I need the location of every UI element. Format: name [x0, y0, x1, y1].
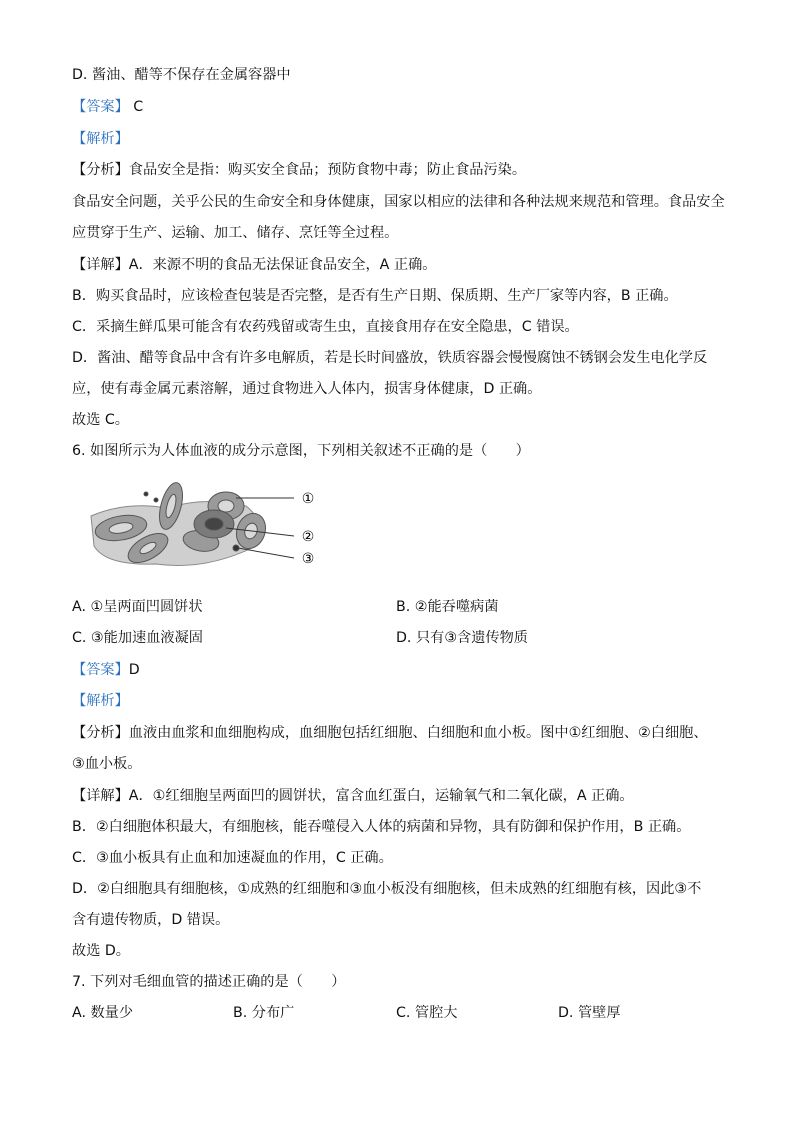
detail-a-text: A．①红细胞呈两面凹的圆饼状，富含血红蛋白，运输氧气和二氧化碳，A 正确。	[128, 788, 634, 804]
q5-option-d: D. 酱油、醋等不保存在金属容器中	[72, 67, 291, 83]
q6-conclusion: 故选 D。	[72, 943, 130, 959]
q6-detail-c: C．③血小板具有止血和加速凝血的作用，C 正确。	[72, 850, 393, 866]
q5-answer	[72, 97, 143, 117]
q5-detail-a	[72, 255, 436, 275]
q6-detail-d1: D．②白细胞具有细胞核，①成熟的红细胞和③血小板没有细胞核，但未成熟的红细胞有核，因此③不	[72, 881, 702, 897]
answer-value: C	[133, 99, 144, 115]
blood-cells-illustration	[86, 476, 326, 576]
q5-text-2: 应贯穿于生产、运输、加工、储存、烹饪等全过程。	[72, 225, 399, 241]
q6-fenxi-1	[72, 723, 708, 743]
fenxi-tag: 【分析】	[72, 162, 129, 178]
q6-detail-b: B．②白细胞体积最大，有细胞核，能吞噬侵入人体的病菌和异物，具有防御和保护作用，B 正确。	[72, 819, 691, 835]
q6-stem: 6. 如图所示为人体血液的成分示意图，下列相关叙述不正确的是（ ）	[72, 443, 530, 459]
q5-analysis-tag: 【解析】	[72, 131, 129, 147]
q6-analysis-tag: 【解析】	[72, 693, 129, 709]
xiangjie-tag: 【详解】	[72, 257, 129, 273]
q5-detail-b: B．购买食品时，应该检查包装是否完整，是否有生产日期、保质期、生产厂家等内容，B 正确。	[72, 288, 678, 304]
xiangjie-tag: 【详解】	[72, 788, 129, 804]
q6-answer	[72, 660, 140, 680]
detail-a-text: A．来源不明的食品无法保证食品安全，A 正确。	[128, 257, 437, 273]
q5-text-1: 食品安全问题，关乎公民的生命安全和身体健康，国家以相应的法律和各种法规来规范和管理。食品安全	[72, 194, 725, 210]
q6-detail-a	[72, 786, 634, 806]
label-1: ①	[301, 491, 315, 507]
q7-option-a: A. 数量少	[72, 1005, 134, 1021]
q6-fenxi-2: ③血小板。	[72, 756, 142, 772]
blood-cells-figure	[86, 476, 326, 576]
fenxi-text: 血液由血浆和血细胞构成，血细胞包括红细胞、白细胞和血小板。图中①红细胞、②白细胞、	[128, 725, 708, 741]
q6-option-c: C. ③能加速血液凝固	[72, 630, 203, 646]
fenxi-text: 食品安全是指：购买安全食品；预防食物中毒；防止食品污染。	[128, 162, 527, 178]
q7-option-d: D. 管壁厚	[558, 1005, 621, 1021]
q5-conclusion: 故选 C。	[72, 412, 129, 428]
q7-option-c: C. 管腔大	[396, 1005, 458, 1021]
q5-fenxi	[72, 160, 526, 180]
q6-option-b: B. ②能吞噬病菌	[396, 599, 499, 615]
q7-option-b: B. 分布广	[233, 1005, 295, 1021]
answer-value: D	[128, 662, 140, 678]
q6-detail-d2: 含有遗传物质，D 错误。	[72, 912, 230, 928]
q5-detail-c: C．采摘生鲜瓜果可能含有农药残留或寄生虫，直接食用存在安全隐患，C 错误。	[72, 319, 579, 335]
label-3: ③	[301, 551, 315, 567]
q6-option-a: A. ①呈两面凹圆饼状	[72, 599, 203, 615]
q5-detail-d1: D．酱油、醋等食品中含有许多电解质，若是长时间盛放，铁质容器会慢慢腐蚀不锈钢会发生电化学反	[72, 350, 708, 366]
q6-option-d: D. 只有③含遗传物质	[396, 630, 528, 646]
q7-stem: 7. 下列对毛细血管的描述正确的是（ ）	[72, 974, 346, 990]
fenxi-tag: 【分析】	[72, 725, 129, 741]
label-2: ②	[301, 529, 315, 545]
q5-detail-d2: 应，使有毒金属元素溶解，通过食物进入人体内，损害身体健康，D 正确。	[72, 381, 542, 397]
answer-tag: 【答案】	[72, 99, 129, 115]
answer-tag: 【答案】	[72, 662, 129, 678]
